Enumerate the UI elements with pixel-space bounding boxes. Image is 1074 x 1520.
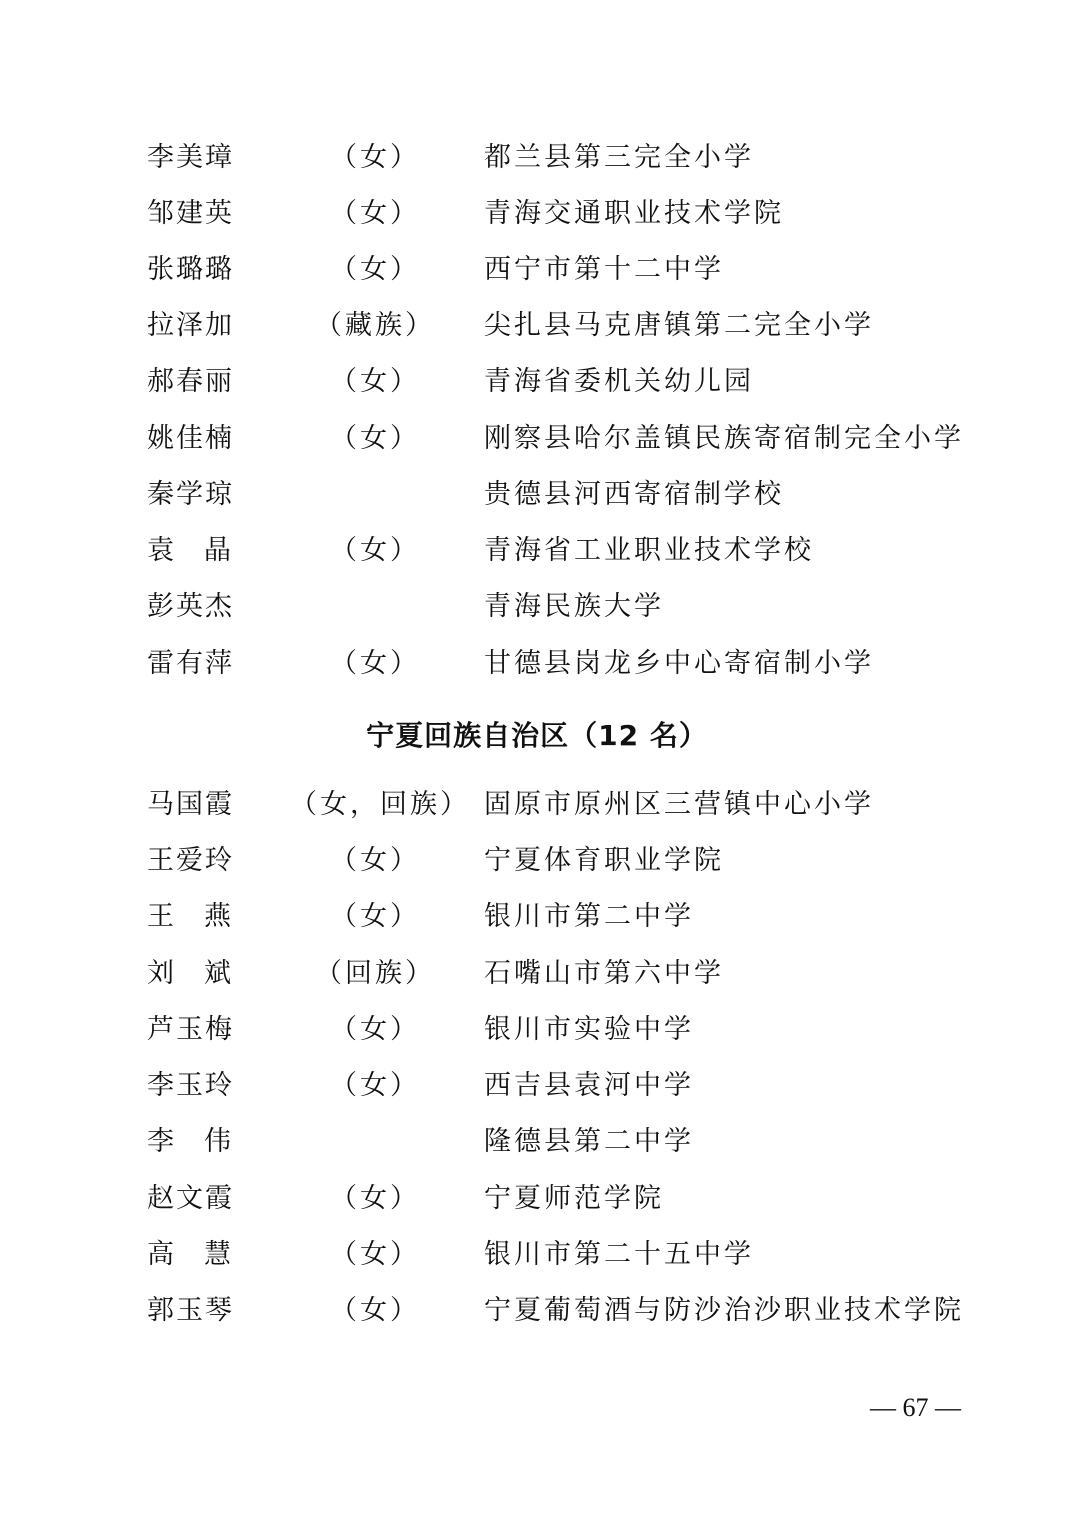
list-item — [0, 1010, 1074, 1050]
work-unit: 尖扎县马克唐镇第二完全小学 — [484, 310, 874, 341]
work-unit: 西宁市第十二中学 — [484, 254, 724, 285]
page-number: — 67 — — [870, 1393, 961, 1422]
list-item — [0, 954, 1074, 994]
person-note: （女） — [330, 1295, 420, 1326]
person-note: （女） — [330, 901, 420, 932]
work-unit: 刚察县哈尔盖镇民族寄宿制完全小学 — [484, 423, 964, 454]
person-name: 张璐璐 — [147, 254, 234, 285]
list-item — [0, 841, 1074, 881]
work-unit: 固原市原州区三营镇中心小学 — [484, 789, 874, 820]
person-name: 刘 斌 — [147, 958, 231, 989]
person-note: （女） — [330, 648, 420, 679]
person-name: 王爱玲 — [147, 845, 234, 876]
work-unit: 宁夏师范学院 — [484, 1183, 664, 1214]
list-item — [0, 306, 1074, 346]
person-name: 赵文霞 — [147, 1183, 234, 1214]
work-unit: 贵德县河西寄宿制学校 — [484, 479, 784, 510]
list-item — [0, 419, 1074, 459]
list-item — [0, 138, 1074, 178]
list-item — [0, 1179, 1074, 1219]
person-name: 秦学琼 — [147, 479, 234, 510]
work-unit: 都兰县第三完全小学 — [484, 142, 754, 173]
person-name: 姚佳楠 — [147, 423, 234, 454]
person-note: （女） — [330, 423, 420, 454]
person-name: 拉泽加 — [147, 310, 234, 341]
list-item — [0, 362, 1074, 402]
work-unit: 宁夏体育职业学院 — [484, 845, 724, 876]
work-unit: 银川市实验中学 — [484, 1014, 694, 1045]
person-note: （女） — [330, 1070, 420, 1101]
person-note: （女） — [330, 1183, 420, 1214]
work-unit: 宁夏葡萄酒与防沙治沙职业技术学院 — [484, 1295, 964, 1326]
list-item — [0, 785, 1074, 825]
list-item — [0, 587, 1074, 627]
person-name: 芦玉梅 — [147, 1014, 234, 1045]
person-name: 李 伟 — [147, 1126, 231, 1157]
list-item — [0, 531, 1074, 571]
list-item — [0, 1291, 1074, 1331]
person-note: （女） — [330, 366, 420, 397]
person-note: （女） — [330, 198, 420, 229]
work-unit: 甘德县岗龙乡中心寄宿制小学 — [484, 648, 874, 679]
section-heading: 宁夏回族自治区（12 名） — [366, 719, 708, 752]
person-name: 王 燕 — [147, 901, 231, 932]
person-note: （回族） — [315, 958, 435, 989]
work-unit: 隆德县第二中学 — [484, 1126, 694, 1157]
list-item — [0, 475, 1074, 515]
person-name: 郝春丽 — [147, 366, 234, 397]
person-note: （女） — [330, 845, 420, 876]
work-unit: 青海民族大学 — [484, 591, 664, 622]
person-note: （女） — [330, 142, 420, 173]
person-name: 郭玉琴 — [147, 1295, 234, 1326]
person-name: 李美璋 — [147, 142, 234, 173]
work-unit: 西吉县袁河中学 — [484, 1070, 694, 1101]
person-name: 高 慧 — [147, 1239, 231, 1270]
list-item — [0, 1066, 1074, 1106]
work-unit: 银川市第二中学 — [484, 901, 694, 932]
person-note: （藏族） — [315, 310, 435, 341]
list-item — [0, 897, 1074, 937]
person-name: 雷有萍 — [147, 648, 234, 679]
work-unit: 青海交通职业技术学院 — [484, 198, 784, 229]
person-note: （女） — [330, 535, 420, 566]
list-item — [0, 194, 1074, 234]
person-note: （女） — [330, 1014, 420, 1045]
list-item — [0, 250, 1074, 290]
person-name: 马国霞 — [147, 789, 234, 820]
person-note: （女） — [330, 254, 420, 285]
work-unit: 石嘴山市第六中学 — [484, 958, 724, 989]
person-name: 李玉玲 — [147, 1070, 234, 1101]
list-item — [0, 644, 1074, 684]
person-note: （女，回族） — [290, 789, 470, 820]
work-unit: 银川市第二十五中学 — [484, 1239, 754, 1270]
list-item — [0, 1235, 1074, 1275]
person-name: 袁 晶 — [147, 535, 231, 566]
work-unit: 青海省委机关幼儿园 — [484, 366, 754, 397]
person-name: 邹建英 — [147, 198, 234, 229]
work-unit: 青海省工业职业技术学校 — [484, 535, 814, 566]
person-note: （女） — [330, 1239, 420, 1270]
list-item — [0, 1122, 1074, 1162]
person-name: 彭英杰 — [147, 591, 234, 622]
